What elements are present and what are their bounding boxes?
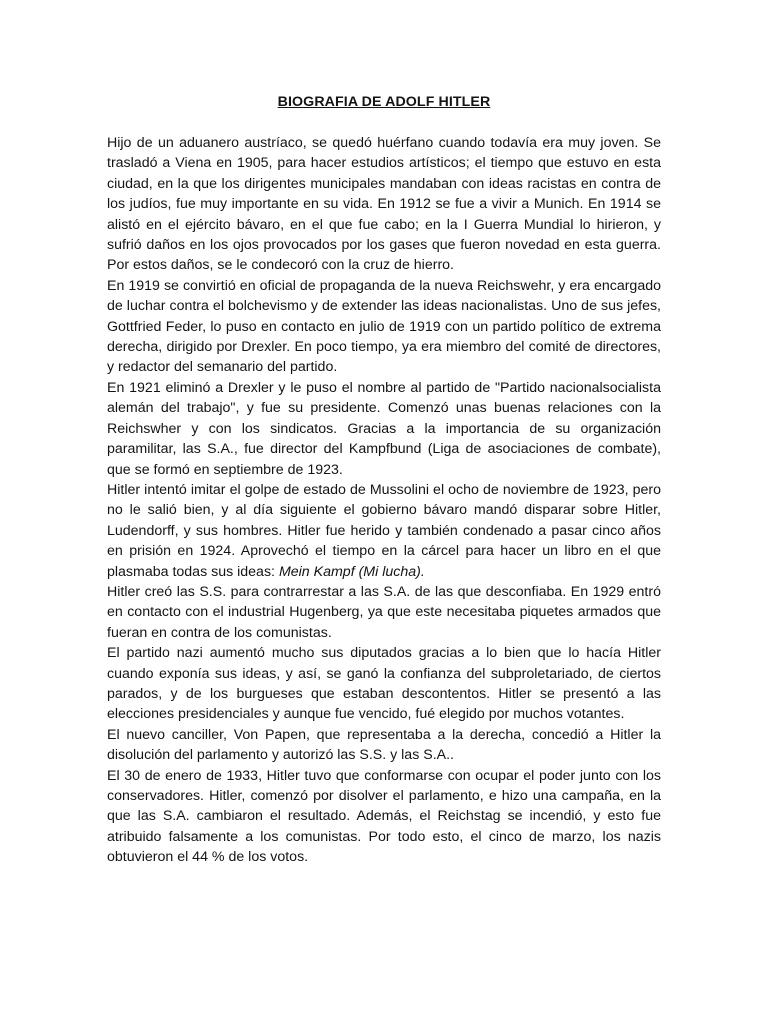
paragraph-text: El 30 de enero de 1933, Hitler tuvo que conformarse con ocupar el poder junto con los conservadores. Hitler, comenzó por disolver el parlamento, e hizo una campaña, en la que las S.A. cambiaron el resultado. Además, el Reichstag se incendió, y esto fue atribuido falsamente a los comunistas. Por todo esto, el cinco de marzo, los nazis obtuvieron el 44 % de los votos. <box>107 767 661 866</box>
document-body <box>107 133 661 868</box>
paragraph-nazi-party <box>107 643 661 725</box>
paragraph-text: Hitler intentó imitar el golpe de estado de Mussolini el ocho de noviembre de 1923, pero no le salió bien, y al día siguiente el gobierno bávaro mandó disparar sobre Hitler, Ludendorff, y sus hombres. Hitler fue herido y también condenado a pasar cinco años en prisión en 1924. Aprovechó el tiempo en la cárcel para hacer un libro en el que plasmaba todas sus ideas: <box>107 481 661 580</box>
paragraph-von-papen <box>107 725 661 766</box>
paragraph-text: El nuevo canciller, Von Papen, que representaba a la derecha, concedió a Hitler la disolución del parlamento y autorizó las S.S. y las S.A.. <box>107 726 661 764</box>
paragraph-text: Hitler creó las S.S. para contrarrestar a las S.A. de las que desconfiaba. En 1929 entró en contacto con el industrial Hugenberg, ya que este necesitaba piquetes armados que fueran en contra de los comunistas. <box>107 583 661 641</box>
paragraph-1921 <box>107 378 661 480</box>
paragraph-text: En 1919 se convirtió en oficial de propaganda de la nueva Reichswehr, y era encargado de luchar contra el bolchevismo y de extender las ideas nacionalistas. Uno de sus jefes, Gottfried Feder, lo puso en contacto en julio de 1919 con un partido político de extrema derecha, dirigido por Drexler. En poco tiempo, ya era miembro del comité de directores, y redactor del semanario del partido. <box>107 277 661 376</box>
paragraph-ss <box>107 582 661 643</box>
paragraph-early-life <box>107 133 661 276</box>
document-title: BIOGRAFIA DE ADOLF HITLER <box>277 94 491 110</box>
paragraph-text: El partido nazi aumentó mucho sus diputados gracias a lo bien que lo hacía Hitler cuando exponía sus ideas, y así, se ganó la confianza del subproletariado, de ciertos parados, y de los burgueses que estaban descontentos. Hitler se presentó a las elecciones presidenciales y aunque fue vencido, fué elegido por muchos votantes. <box>107 645 661 723</box>
paragraph-text: Hijo de un aduanero austríaco, se quedó huérfano cuando todavía era muy joven. Se trasladó a Viena en 1905, para hacer estudios artísticos; el tiempo que estuvo en esta ciudad, en la que los dirigentes municipales mandaban con ideas racistas en contra de los judíos, fue muy importante en su vida. En 1912 se fue a vivir a Munich. En 1914 se alistó en el ejército bávaro, en el que fue cabo; en la I Guerra Mundial lo hirieron, y sufrió daños en los ojos provocados por los gases que fueron novedad en esta guerra. Por estos daños, se le condecoró con la cruz de hierro. <box>107 135 661 274</box>
paragraph-text: En 1921 eliminó a Drexler y le puso el nombre al partido de "Partido nacionalsocialista alemán del trabajo", y fue su presidente. Comenzó unas buenas relaciones con la Reichswher y con los sindicatos. Gracias a la importancia de su organización paramilitar, las S.A., fue director del Kampfbund (Liga de asociaciones de combate), que se formó en septiembre de 1923. <box>107 379 661 478</box>
paragraph-putsch <box>107 480 661 582</box>
paragraph-1919 <box>107 276 661 378</box>
book-title: Mein Kampf (Mi lucha). <box>278 563 425 580</box>
paragraph-1933 <box>107 766 661 868</box>
